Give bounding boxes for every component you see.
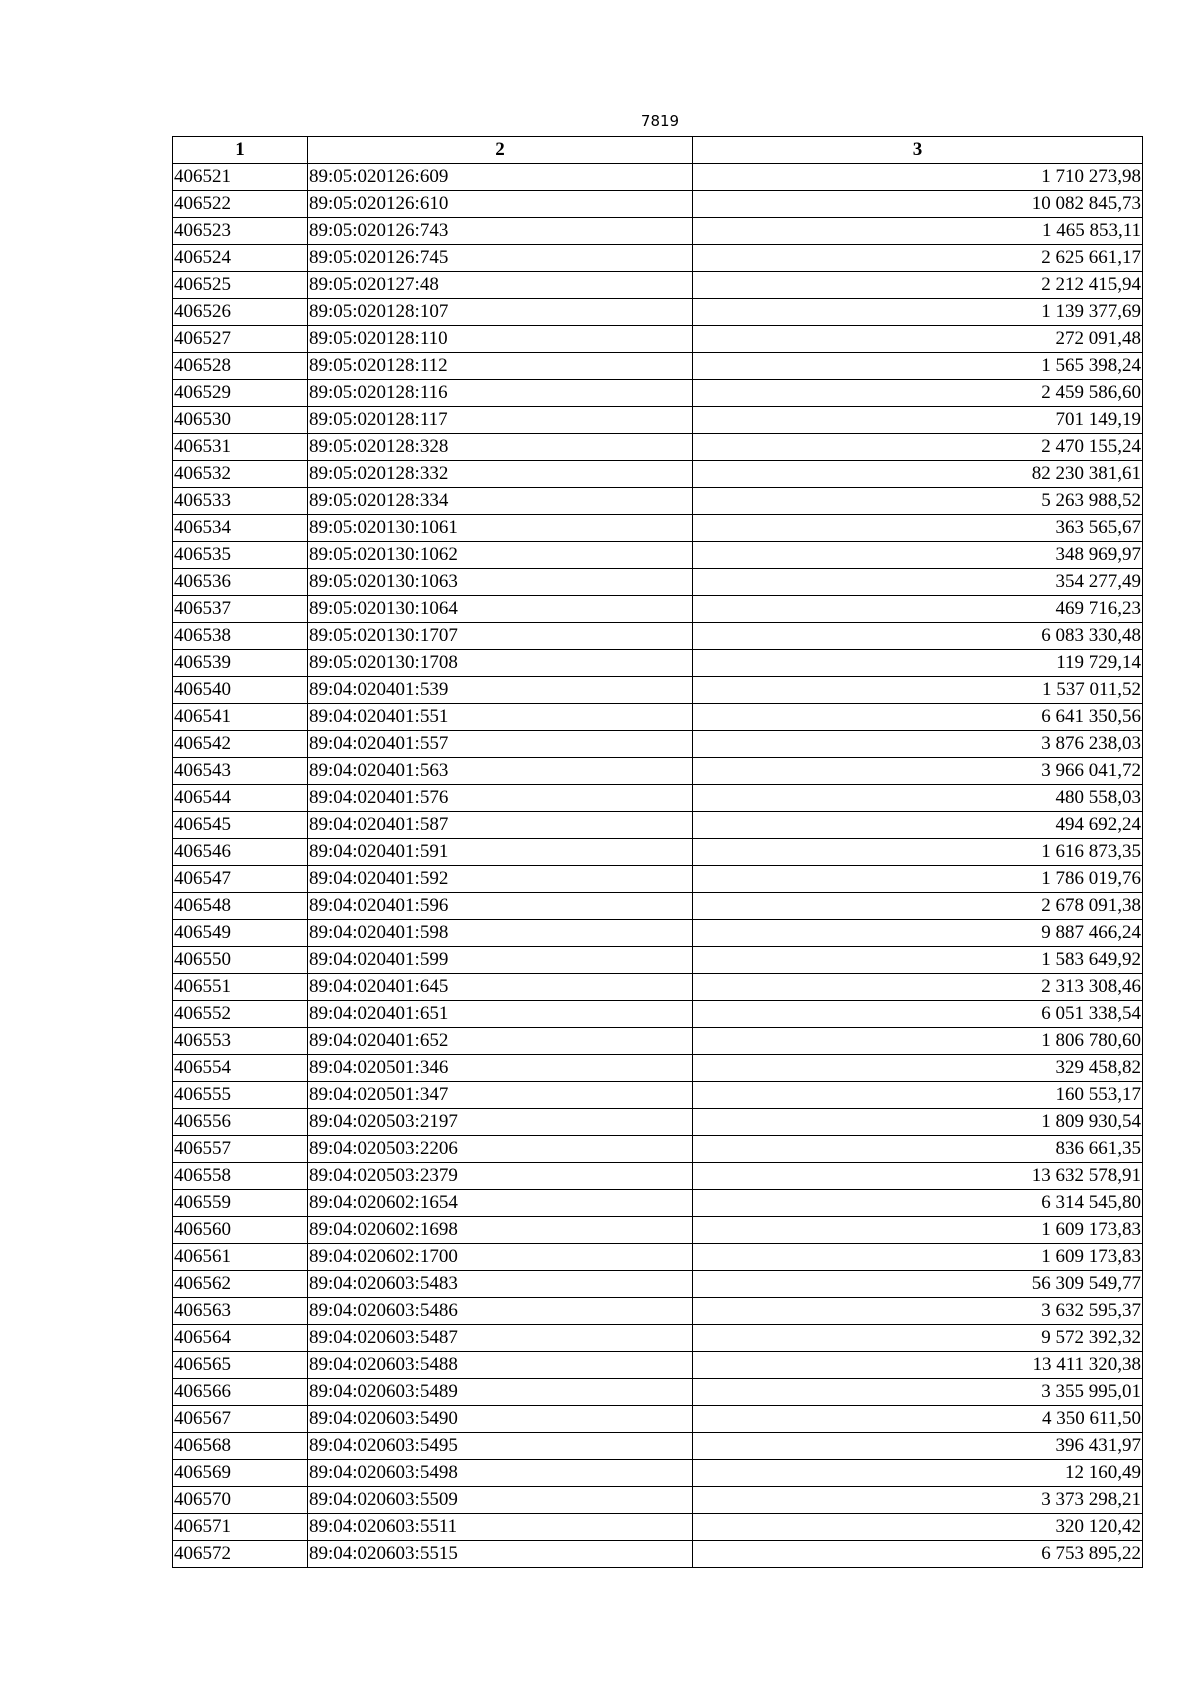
row-number-cell: 406558 <box>173 1163 308 1190</box>
cadastral-number-cell: 89:04:020603:5483 <box>308 1271 693 1298</box>
value-cell: 1 616 873,35 <box>693 839 1143 866</box>
cadastral-number-cell: 89:04:020603:5498 <box>308 1460 693 1487</box>
table-row <box>173 407 1143 434</box>
table-row <box>173 731 1143 758</box>
table-row <box>173 812 1143 839</box>
row-number-cell: 406523 <box>173 218 308 245</box>
cadastral-number-cell: 89:04:020603:5486 <box>308 1298 693 1325</box>
cadastral-number-cell: 89:04:020602:1654 <box>308 1190 693 1217</box>
cadastral-number-cell: 89:05:020128:107 <box>308 299 693 326</box>
row-number-cell: 406561 <box>173 1244 308 1271</box>
table-row <box>173 893 1143 920</box>
value-cell: 3 355 995,01 <box>693 1379 1143 1406</box>
row-number-cell: 406541 <box>173 704 308 731</box>
table-row <box>173 758 1143 785</box>
cadastral-number-cell: 89:04:020503:2206 <box>308 1136 693 1163</box>
table-row <box>173 542 1143 569</box>
row-number-cell: 406560 <box>173 1217 308 1244</box>
value-cell: 3 373 298,21 <box>693 1487 1143 1514</box>
value-cell: 3 632 595,37 <box>693 1298 1143 1325</box>
cadastral-number-cell: 89:04:020603:5488 <box>308 1352 693 1379</box>
value-cell: 1 786 019,76 <box>693 866 1143 893</box>
table-row <box>173 461 1143 488</box>
value-cell: 3 966 041,72 <box>693 758 1143 785</box>
table-row <box>173 380 1143 407</box>
cadastral-number-cell: 89:05:020126:609 <box>308 164 693 191</box>
value-cell: 4 350 611,50 <box>693 1406 1143 1433</box>
value-cell: 1 609 173,83 <box>693 1244 1143 1271</box>
table-row <box>173 1352 1143 1379</box>
row-number-cell: 406544 <box>173 785 308 812</box>
cadastral-number-cell: 89:05:020130:1707 <box>308 623 693 650</box>
value-cell: 1 609 173,83 <box>693 1217 1143 1244</box>
value-cell: 836 661,35 <box>693 1136 1143 1163</box>
row-number-cell: 406566 <box>173 1379 308 1406</box>
table-row <box>173 434 1143 461</box>
cadastral-number-cell: 89:04:020401:652 <box>308 1028 693 1055</box>
data-table <box>172 136 1143 1568</box>
cadastral-number-cell: 89:05:020128:332 <box>308 461 693 488</box>
table-row <box>173 488 1143 515</box>
row-number-cell: 406572 <box>173 1541 308 1568</box>
value-cell: 2 459 586,60 <box>693 380 1143 407</box>
value-cell: 3 876 238,03 <box>693 731 1143 758</box>
cadastral-number-cell: 89:04:020401:591 <box>308 839 693 866</box>
cadastral-number-cell: 89:05:020126:745 <box>308 245 693 272</box>
value-cell: 2 212 415,94 <box>693 272 1143 299</box>
row-number-cell: 406567 <box>173 1406 308 1433</box>
value-cell: 82 230 381,61 <box>693 461 1143 488</box>
value-cell: 56 309 549,77 <box>693 1271 1143 1298</box>
row-number-cell: 406564 <box>173 1325 308 1352</box>
table-row <box>173 1433 1143 1460</box>
cadastral-number-cell: 89:04:020603:5511 <box>308 1514 693 1541</box>
table-row <box>173 1514 1143 1541</box>
value-cell: 2 678 091,38 <box>693 893 1143 920</box>
table-row <box>173 1136 1143 1163</box>
cadastral-number-cell: 89:04:020603:5495 <box>308 1433 693 1460</box>
cadastral-number-cell: 89:05:020128:112 <box>308 353 693 380</box>
value-cell: 1 809 930,54 <box>693 1109 1143 1136</box>
row-number-cell: 406546 <box>173 839 308 866</box>
table-row <box>173 596 1143 623</box>
row-number-cell: 406559 <box>173 1190 308 1217</box>
table-row <box>173 1001 1143 1028</box>
row-number-cell: 406540 <box>173 677 308 704</box>
cadastral-number-cell: 89:04:020603:5509 <box>308 1487 693 1514</box>
cadastral-number-cell: 89:04:020503:2197 <box>308 1109 693 1136</box>
value-cell: 6 314 545,80 <box>693 1190 1143 1217</box>
table-row <box>173 650 1143 677</box>
table-row <box>173 299 1143 326</box>
value-cell: 160 553,17 <box>693 1082 1143 1109</box>
cadastral-number-cell: 89:04:020602:1698 <box>308 1217 693 1244</box>
column-header-2: 2 <box>308 137 693 164</box>
row-number-cell: 406570 <box>173 1487 308 1514</box>
cadastral-number-cell: 89:04:020401:576 <box>308 785 693 812</box>
row-number-cell: 406531 <box>173 434 308 461</box>
value-cell: 9 887 466,24 <box>693 920 1143 947</box>
value-cell: 5 263 988,52 <box>693 488 1143 515</box>
table-row <box>173 785 1143 812</box>
value-cell: 2 313 308,46 <box>693 974 1143 1001</box>
row-number-cell: 406550 <box>173 947 308 974</box>
cadastral-number-cell: 89:04:020602:1700 <box>308 1244 693 1271</box>
row-number-cell: 406529 <box>173 380 308 407</box>
table-row <box>173 920 1143 947</box>
cadastral-number-cell: 89:05:020126:743 <box>308 218 693 245</box>
row-number-cell: 406528 <box>173 353 308 380</box>
row-number-cell: 406536 <box>173 569 308 596</box>
cadastral-number-cell: 89:04:020401:587 <box>308 812 693 839</box>
row-number-cell: 406542 <box>173 731 308 758</box>
table-row <box>173 353 1143 380</box>
value-cell: 6 753 895,22 <box>693 1541 1143 1568</box>
row-number-cell: 406556 <box>173 1109 308 1136</box>
value-cell: 363 565,67 <box>693 515 1143 542</box>
cadastral-number-cell: 89:05:020130:1062 <box>308 542 693 569</box>
value-cell: 1 710 273,98 <box>693 164 1143 191</box>
cadastral-number-cell: 89:04:020501:346 <box>308 1055 693 1082</box>
table-row <box>173 326 1143 353</box>
value-cell: 354 277,49 <box>693 569 1143 596</box>
row-number-cell: 406530 <box>173 407 308 434</box>
value-cell: 12 160,49 <box>693 1460 1143 1487</box>
table-row <box>173 218 1143 245</box>
cadastral-number-cell: 89:04:020501:347 <box>308 1082 693 1109</box>
table-row <box>173 1460 1143 1487</box>
row-number-cell: 406537 <box>173 596 308 623</box>
value-cell: 2 470 155,24 <box>693 434 1143 461</box>
value-cell: 272 091,48 <box>693 326 1143 353</box>
table-row <box>173 947 1143 974</box>
table-row <box>173 974 1143 1001</box>
cadastral-number-cell: 89:05:020130:1063 <box>308 569 693 596</box>
table-row <box>173 866 1143 893</box>
table-row <box>173 164 1143 191</box>
column-header-1: 1 <box>173 137 308 164</box>
table-row <box>173 1163 1143 1190</box>
value-cell: 348 969,97 <box>693 542 1143 569</box>
cadastral-number-cell: 89:05:020127:48 <box>308 272 693 299</box>
table-row <box>173 1298 1143 1325</box>
table-row <box>173 191 1143 218</box>
table-row <box>173 1244 1143 1271</box>
row-number-cell: 406539 <box>173 650 308 677</box>
table-row <box>173 704 1143 731</box>
cadastral-number-cell: 89:04:020401:592 <box>308 866 693 893</box>
cadastral-number-cell: 89:04:020401:551 <box>308 704 693 731</box>
cadastral-number-cell: 89:04:020401:557 <box>308 731 693 758</box>
row-number-cell: 406532 <box>173 461 308 488</box>
cadastral-number-cell: 89:04:020401:651 <box>308 1001 693 1028</box>
row-number-cell: 406553 <box>173 1028 308 1055</box>
row-number-cell: 406568 <box>173 1433 308 1460</box>
value-cell: 480 558,03 <box>693 785 1143 812</box>
row-number-cell: 406548 <box>173 893 308 920</box>
table-body <box>173 164 1143 1568</box>
cadastral-number-cell: 89:04:020401:645 <box>308 974 693 1001</box>
table-header-row <box>173 137 1143 164</box>
row-number-cell: 406557 <box>173 1136 308 1163</box>
row-number-cell: 406555 <box>173 1082 308 1109</box>
value-cell: 13 632 578,91 <box>693 1163 1143 1190</box>
row-number-cell: 406535 <box>173 542 308 569</box>
table-row <box>173 1055 1143 1082</box>
value-cell: 701 149,19 <box>693 407 1143 434</box>
value-cell: 9 572 392,32 <box>693 1325 1143 1352</box>
cadastral-number-cell: 89:04:020401:596 <box>308 893 693 920</box>
value-cell: 1 565 398,24 <box>693 353 1143 380</box>
row-number-cell: 406538 <box>173 623 308 650</box>
row-number-cell: 406534 <box>173 515 308 542</box>
row-number-cell: 406565 <box>173 1352 308 1379</box>
row-number-cell: 406569 <box>173 1460 308 1487</box>
cadastral-number-cell: 89:05:020128:328 <box>308 434 693 461</box>
row-number-cell: 406549 <box>173 920 308 947</box>
row-number-cell: 406563 <box>173 1298 308 1325</box>
value-cell: 320 120,42 <box>693 1514 1143 1541</box>
table-row <box>173 677 1143 704</box>
table-row <box>173 515 1143 542</box>
value-cell: 469 716,23 <box>693 596 1143 623</box>
table-row <box>173 1028 1143 1055</box>
table-row <box>173 1082 1143 1109</box>
cadastral-number-cell: 89:05:020130:1708 <box>308 650 693 677</box>
table-row <box>173 1271 1143 1298</box>
value-cell: 6 051 338,54 <box>693 1001 1143 1028</box>
cadastral-number-cell: 89:04:020401:599 <box>308 947 693 974</box>
value-cell: 494 692,24 <box>693 812 1143 839</box>
value-cell: 1 537 011,52 <box>693 677 1143 704</box>
cadastral-number-cell: 89:05:020130:1064 <box>308 596 693 623</box>
cadastral-number-cell: 89:04:020401:598 <box>308 920 693 947</box>
row-number-cell: 406527 <box>173 326 308 353</box>
table-row <box>173 569 1143 596</box>
row-number-cell: 406522 <box>173 191 308 218</box>
cadastral-number-cell: 89:04:020603:5487 <box>308 1325 693 1352</box>
table-row <box>173 1379 1143 1406</box>
value-cell: 119 729,14 <box>693 650 1143 677</box>
cadastral-number-cell: 89:04:020603:5515 <box>308 1541 693 1568</box>
value-cell: 10 082 845,73 <box>693 191 1143 218</box>
table-row <box>173 1109 1143 1136</box>
cadastral-number-cell: 89:04:020603:5490 <box>308 1406 693 1433</box>
cadastral-number-cell: 89:05:020130:1061 <box>308 515 693 542</box>
value-cell: 396 431,97 <box>693 1433 1143 1460</box>
table-row <box>173 1190 1143 1217</box>
value-cell: 1 806 780,60 <box>693 1028 1143 1055</box>
table-row <box>173 272 1143 299</box>
cadastral-number-cell: 89:04:020401:539 <box>308 677 693 704</box>
row-number-cell: 406562 <box>173 1271 308 1298</box>
cadastral-number-cell: 89:05:020128:117 <box>308 407 693 434</box>
table-row <box>173 1325 1143 1352</box>
row-number-cell: 406521 <box>173 164 308 191</box>
table-row <box>173 1406 1143 1433</box>
cadastral-number-cell: 89:04:020401:563 <box>308 758 693 785</box>
cadastral-number-cell: 89:05:020126:610 <box>308 191 693 218</box>
value-cell: 1 465 853,11 <box>693 218 1143 245</box>
row-number-cell: 406525 <box>173 272 308 299</box>
page-number: 7819 <box>640 112 680 130</box>
cadastral-number-cell: 89:05:020128:334 <box>308 488 693 515</box>
row-number-cell: 406545 <box>173 812 308 839</box>
value-cell: 1 583 649,92 <box>693 947 1143 974</box>
column-header-3: 3 <box>693 137 1143 164</box>
value-cell: 6 083 330,48 <box>693 623 1143 650</box>
row-number-cell: 406543 <box>173 758 308 785</box>
row-number-cell: 406524 <box>173 245 308 272</box>
table-row <box>173 839 1143 866</box>
cadastral-number-cell: 89:05:020128:116 <box>308 380 693 407</box>
cadastral-number-cell: 89:05:020128:110 <box>308 326 693 353</box>
table-row <box>173 1487 1143 1514</box>
value-cell: 13 411 320,38 <box>693 1352 1143 1379</box>
table-row <box>173 245 1143 272</box>
value-cell: 329 458,82 <box>693 1055 1143 1082</box>
value-cell: 6 641 350,56 <box>693 704 1143 731</box>
value-cell: 1 139 377,69 <box>693 299 1143 326</box>
row-number-cell: 406551 <box>173 974 308 1001</box>
table-row <box>173 623 1143 650</box>
row-number-cell: 406547 <box>173 866 308 893</box>
row-number-cell: 406526 <box>173 299 308 326</box>
cadastral-number-cell: 89:04:020503:2379 <box>308 1163 693 1190</box>
row-number-cell: 406554 <box>173 1055 308 1082</box>
row-number-cell: 406533 <box>173 488 308 515</box>
table-row <box>173 1541 1143 1568</box>
cadastral-number-cell: 89:04:020603:5489 <box>308 1379 693 1406</box>
table-row <box>173 1217 1143 1244</box>
value-cell: 2 625 661,17 <box>693 245 1143 272</box>
row-number-cell: 406571 <box>173 1514 308 1541</box>
row-number-cell: 406552 <box>173 1001 308 1028</box>
